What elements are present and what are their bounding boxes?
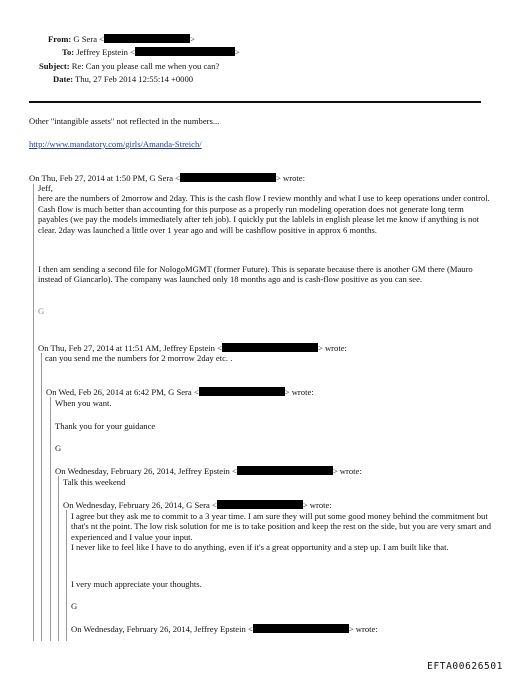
quote1-signature: G <box>38 306 45 316</box>
quote-bar-3 <box>50 397 51 641</box>
document-reference-id: EFTA00626501 <box>427 660 503 672</box>
quote2-header-post: > wrote: <box>317 343 347 353</box>
quote-bar-2 <box>41 353 42 641</box>
to-row <box>62 47 240 57</box>
redaction-bar <box>199 387 285 396</box>
quote1-header-pre: On Thu, Feb 27, 2014 at 1:50 PM, G Sera < <box>29 173 181 183</box>
redaction-bar <box>180 173 276 182</box>
redaction-bar <box>222 343 318 352</box>
quote4-header-post: > wrote: <box>332 466 362 476</box>
mandatory-link[interactable]: http://www.mandatory.com/girls/Amanda-Streich/ <box>29 139 202 149</box>
quote5-para2: I very much appreciate your thoughts. <box>71 579 202 589</box>
quote5-header-pre: On Wednesday, February 26, 2014, G Sera < <box>63 500 217 510</box>
quote4-header-pre: On Wednesday, February 26, 2014, Jeffrey Epstein < <box>55 466 237 476</box>
quote3-header <box>46 387 314 397</box>
to-label: To: <box>62 47 75 57</box>
quote3-para2: Thank you for your guidance <box>55 421 156 431</box>
quote1-para1: Jeff, here are the numbers of 2morrow and 2day. This is the cash flow I review monthly and what I use to keep operations under control. Cash flow is much better than accounting for this purpose as a properly run modeling operation does not generate long term payables (we pay the models immediately after teh job). I quickly put the lablels in english please let me know if anything is not clear. 2day was launched a little over 1 year ago and will be cashflow positive in approx 6 months. <box>38 183 490 235</box>
quote6-header <box>71 624 378 634</box>
quote2-header <box>38 343 347 353</box>
from-row <box>48 34 195 44</box>
quote1-header <box>29 173 305 183</box>
date-value: Thu, 27 Feb 2014 12:55:14 +0000 <box>75 74 194 84</box>
quote3-signature: G <box>55 443 62 453</box>
quote5-header-post: > wrote: <box>302 500 332 510</box>
quote1-para2: I then am sending a second file for NologoMGMT (former Future). This is separate because there is another GM there (Mauro instead of Giancarlo). The company was launched only 18 months ago and is cash-flow positive as you can see. <box>38 264 473 285</box>
header-divider <box>29 101 481 103</box>
close-bracket: > <box>234 47 240 57</box>
redaction-bar <box>135 47 235 56</box>
close-bracket: > <box>190 34 195 44</box>
intro-text: Other "intangible assets" not reflected in the numbers... <box>29 116 220 126</box>
quote4-body: Talk this weekend <box>63 477 126 487</box>
quote5-para1: I agree but they ask me to commit to a 3 year time. I am sure they will put some good money behind the commitment but that's nt the point. The low risk solution for me is to take position and keep the rest on the side, but you are very smart and experienced and I value your input. I never like to feel like I have to do anything, even if it's a great opportunity and a step up. I am built like that. <box>71 511 492 553</box>
quote6-header-pre: On Wednesday, February 26, 2014, Jeffrey Epstein < <box>71 624 253 634</box>
redaction-bar <box>253 624 349 633</box>
redaction-bar <box>104 34 190 43</box>
date-row <box>53 74 193 84</box>
date-label: Date: <box>53 74 74 84</box>
subject-row <box>39 61 219 71</box>
quote6-header-post: > wrote: <box>348 624 378 634</box>
quote3-header-post: > wrote: <box>284 387 314 397</box>
subject-value: Re: Can you please call me when you can? <box>71 61 220 71</box>
quote3-para1: When you want. <box>55 398 112 408</box>
quote5-header <box>63 500 332 510</box>
quote3-header-pre: On Wed, Feb 26, 2014 at 6:42 PM, G Sera < <box>46 387 199 397</box>
from-value: G Sera < <box>73 34 105 44</box>
quote2-body: can you send me the numbers for 2 morrow 2day etc. . <box>45 353 233 363</box>
subject-label: Subject: <box>39 61 70 71</box>
redaction-bar <box>237 466 333 475</box>
from-label: From: <box>48 34 72 44</box>
quote2-header-pre: On Thu, Feb 27, 2014 at 11:51 AM, Jeffrey Epstein < <box>38 343 222 353</box>
quote-bar-1 <box>33 184 34 641</box>
quote4-header <box>55 466 362 476</box>
quote-bar-5 <box>66 510 67 641</box>
quote-bar-4 <box>58 476 59 641</box>
quote5-signature: G <box>71 601 78 611</box>
quote1-header-post: > wrote: <box>276 173 305 183</box>
to-value: Jeffrey Epstein < <box>76 47 135 57</box>
redaction-bar <box>217 500 303 509</box>
